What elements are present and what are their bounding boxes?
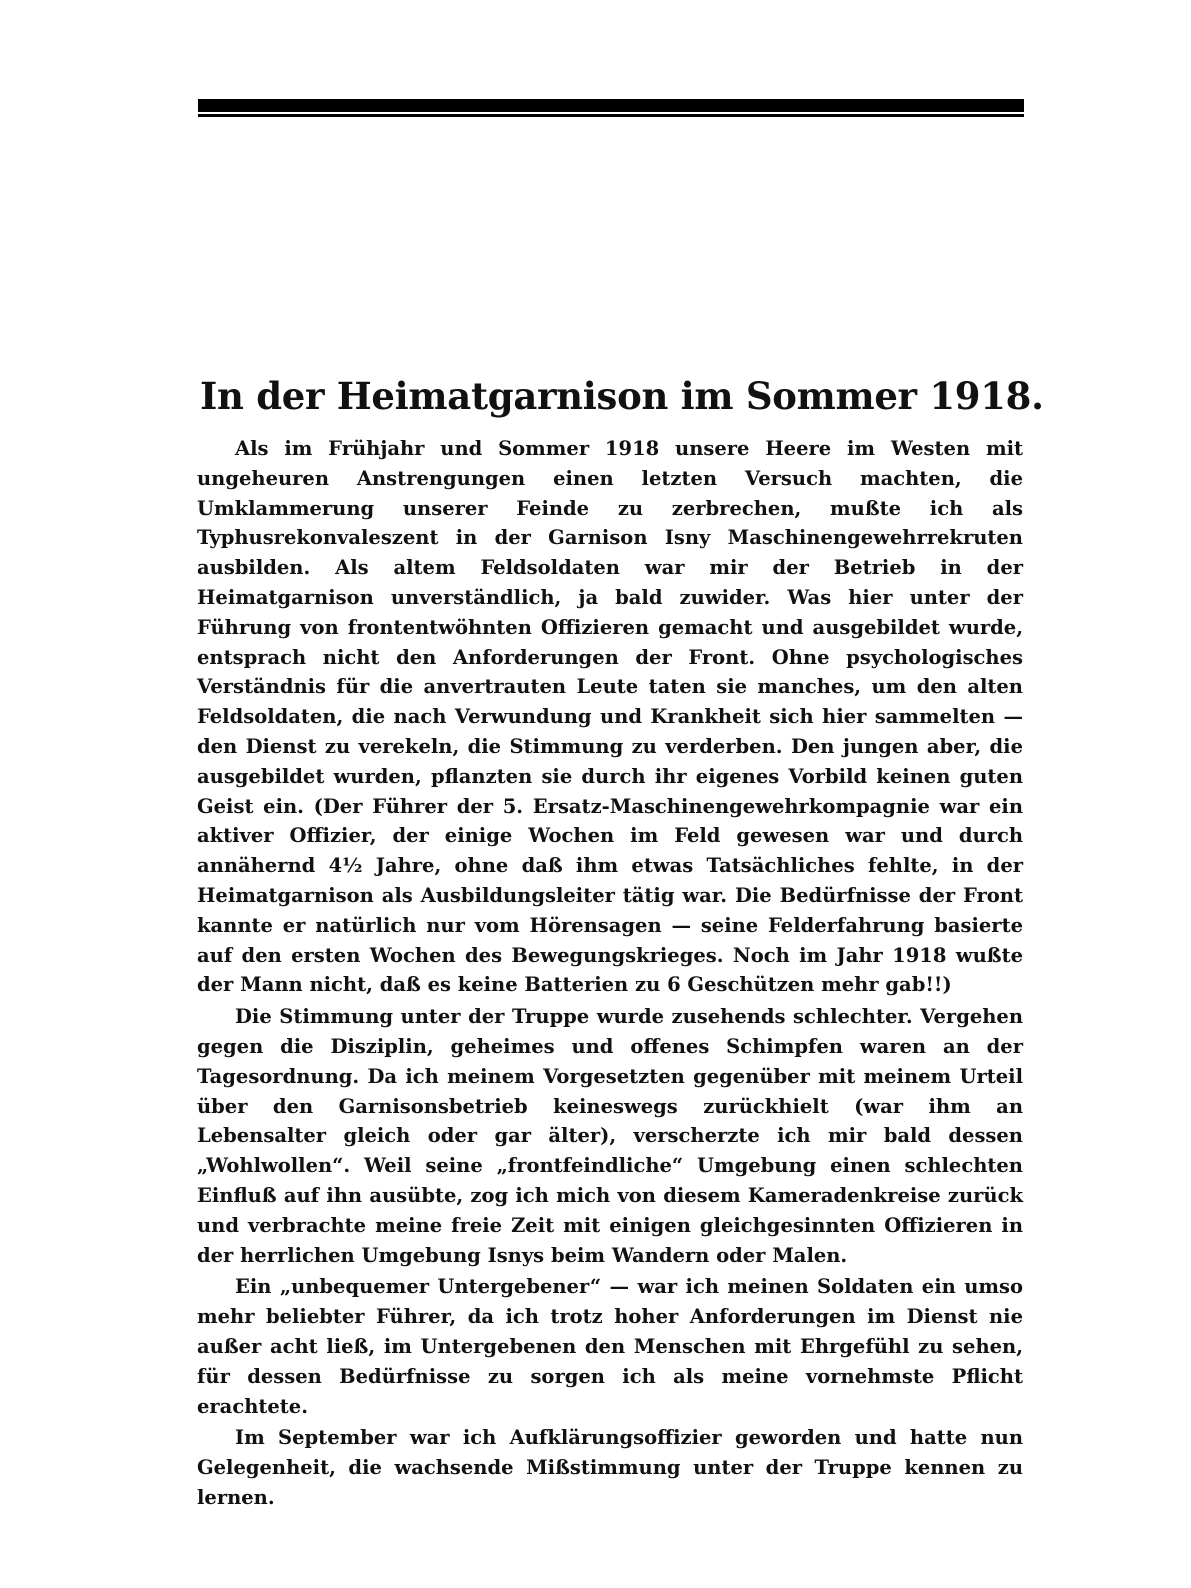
paragraph: Im September war ich Aufklärungsoffizier geworden und hatte nun Gelegenheit, die wachsende Mißstimmung unter der Truppe kennen zu lernen. <box>197 1426 1023 1509</box>
top-rule-thick <box>198 99 1024 112</box>
paragraph: Die Stimmung unter der Truppe wurde zusehends schlechter. Vergehen gegen die Disziplin, geheimes und offenes Schimpfen waren an der Tagesordnung. Da ich meinem Vorgesetzten gegenüber mit meinem Urteil über den Garnisonsbetrieb keineswegs zurückhielt (war ihm an Lebensalter gleich oder gar älter), verscherzte ich mir bald dessen „Wohlwollen“. Weil seine „frontfeindliche“ Umgebung einen schlechten Einfluß auf ihn ausübte, zog ich mich von diesem Kameradenkreise zurück und verbrachte meine freie Zeit mit einigen gleichgesinnten Offizieren in der herrlichen Umgebung Isnys beim Wandern oder Malen. <box>197 1005 1023 1267</box>
paragraph: Ein „unbequemer Untergebener“ — war ich meinen Soldaten ein umso mehr beliebter Führer, da ich trotz hoher Anforderungen im Dienst nie außer acht ließ, im Untergebenen den Menschen mit Ehrgefühl zu sehen, für dessen Bedürfnisse zu sorgen ich als meine vornehmste Pflicht erachtete. <box>197 1275 1023 1418</box>
chapter-title: In der Heimatgarnison im Sommer 1918. <box>200 374 1044 418</box>
top-rule-thin <box>198 114 1024 117</box>
body-text <box>197 434 1023 1515</box>
paragraph: Als im Frühjahr und Sommer 1918 unsere Heere im Westen mit ungeheuren Anstrengungen einen letzten Versuch machten, die Umklammerung unserer Feinde zu zerbrechen, mußte ich als Typhusrekonvaleszent in der Garnison Isny Maschinengewehrrekruten ausbilden. Als altem Feldsoldaten war mir der Betrieb in der Heimatgarnison unverständlich, ja bald zuwider. Was hier unter der Führung von frontentwöhnten Offizieren gemacht und ausgebildet wurde, entsprach nicht den Anforderungen der Front. Ohne psychologisches Verständnis für die anvertrauten Leute taten sie manches, um den alten Feldsoldaten, die nach Verwundung und Krankheit sich hier sammelten — den Dienst zu verekeln, die Stimmung zu verderben. Den jungen aber, die ausgebildet wurden, pflanzten sie durch ihr eigenes Vorbild keinen guten Geist ein. (Der Führer der 5. Ersatz-Maschinengewehrkompagnie war ein aktiver Offizier, der einige Wochen im Feld gewesen war und durch annähernd 4½ Jahre, ohne daß ihm etwas Tatsächliches fehlte, in der Heimatgarnison als Ausbildungsleiter tätig war. Die Bedürfnisse der Front kannte er natürlich nur vom Hörensagen — seine Felderfahrung basierte auf den ersten Wochen des Bewegungskrieges. Noch im Jahr 1918 wußte der Mann nicht, daß es keine Batterien zu 6 Geschützen mehr gab!!) <box>197 437 1023 997</box>
